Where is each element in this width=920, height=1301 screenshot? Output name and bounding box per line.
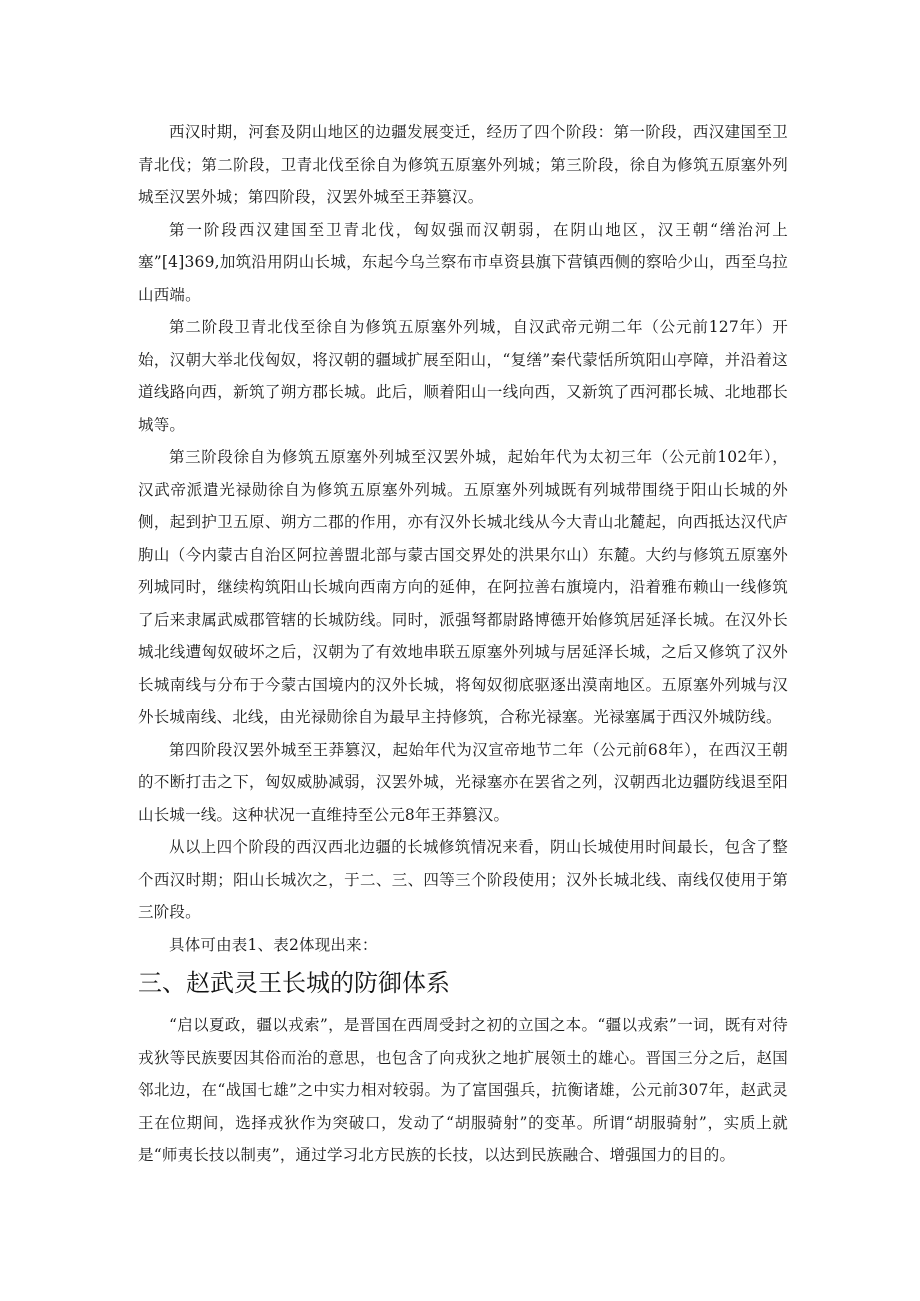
document-page — [138, 116, 788, 1172]
section-heading: 三、赵武灵王长城的防御体系 — [138, 969, 450, 997]
paragraph-stage-four: 第四阶段汉罢外城至王莽篡汉，起始年代为汉宣帝地节二年（公元前68年），在西汉王朝的不断打击之下，匈奴威胁减弱，汉罢外城，光禄塞亦在罢省之列，汉朝西北边疆防线退至阳山长城一线。这种状况一直维持至公元8年王莽篡汉。 — [138, 740, 788, 824]
paragraph-stage-three: 第三阶段徐自为修筑五原塞外列城至汉罢外城，起始年代为太初三年（公元前102年），汉武帝派遣光禄勋徐自为修筑五原塞外列城。五原塞外列城既有列城带围绕于阳山长城的外侧，起到护卫五原、朔方二郡的作用，亦有汉外长城北线从今大青山北麓起，向西抵达汉代庐朐山（今内蒙古自治区阿拉善盟北部与蒙古国交界处的洪果尔山）东麓。大约与修筑五原塞外列城同时，继续构筑阳山长城向西南方向的延伸，在阿拉善右旗境内，沿着雅布赖山一线修筑了后来隶属武威郡管辖的长城防线。同时，派强弩都尉路博德开始修筑居延泽长城。在汉外长城北线遭匈奴破坏之后，汉朝为了有效地串联五原塞外列城与居延泽长城，之后又修筑了汉外长城南线与分布于今蒙古国境内的汉外长城，将匈奴彻底驱逐出漠南地区。五原塞外列城与汉外长城南线、北线，由光禄勋徐自为最早主持修筑，合称光禄塞。光禄塞属于西汉外城防线。 — [138, 448, 788, 726]
paragraph-summary: 从以上四个阶段的西汉西北边疆的长城修筑情况来看，阴山长城使用时间最长，包含了整个西汉时期；阳山长城次之，于二、三、四等三个阶段使用；汉外长城北线、南线仅使用于第三阶段。 — [138, 838, 788, 921]
paragraph-stage-two: 第二阶段卫青北伐至徐自为修筑五原塞外列城，自汉武帝元朔二年（公元前127年）开始，汉朝大举北伐匈奴，将汉朝的疆域扩展至阳山，“复缮”秦代蒙恬所筑阳山亭障，并沿着这道线路向西，新筑了朔方郡长城。此后，顺着阳山一线向西，又新筑了西河郡长城、北地郡长城等。 — [138, 318, 788, 434]
paragraph-stage-one: 第一阶段西汉建国至卫青北伐，匈奴强而汉朝弱，在阴山地区，汉王朝“缮治河上塞”[4]369,加筑沿用阴山长城，东起今乌兰察布市卓资县旗下营镇西侧的察哈少山，西至乌拉山西端。 — [138, 220, 788, 304]
paragraph-table-reference: 具体可由表1、表2体现出来： — [169, 935, 378, 954]
paragraph-intro: 西汉时期，河套及阴山地区的边疆发展变迁，经历了四个阶段：第一阶段，西汉建国至卫青北伐；第二阶段，卫青北伐至徐自为修筑五原塞外列城；第三阶段，徐自为修筑五原塞外列城至汉罢外城；第四阶段，汉罢外城至王莽篡汉。 — [138, 123, 788, 206]
paragraph-zhao-intro: “启以夏政，疆以戎索”，是晋国在西周受封之初的立国之本。“疆以戎索”一词，既有对待戎狄等民族要因其俗而治的意思，也包含了向戎狄之地扩展领土的雄心。晋国三分之后，赵国邻北边，在“战国七雄”之中实力相对较弱。为了富国强兵，抗衡诸雄，公元前307年，赵武灵王在位期间，选择戎狄作为突破口，发动了“胡服骑射”的变革。所谓“胡服骑射”，实质上就是“师夷长技以制夷”，通过学习北方民族的长技，以达到民族融合、增强国力的目的。 — [138, 1016, 788, 1164]
